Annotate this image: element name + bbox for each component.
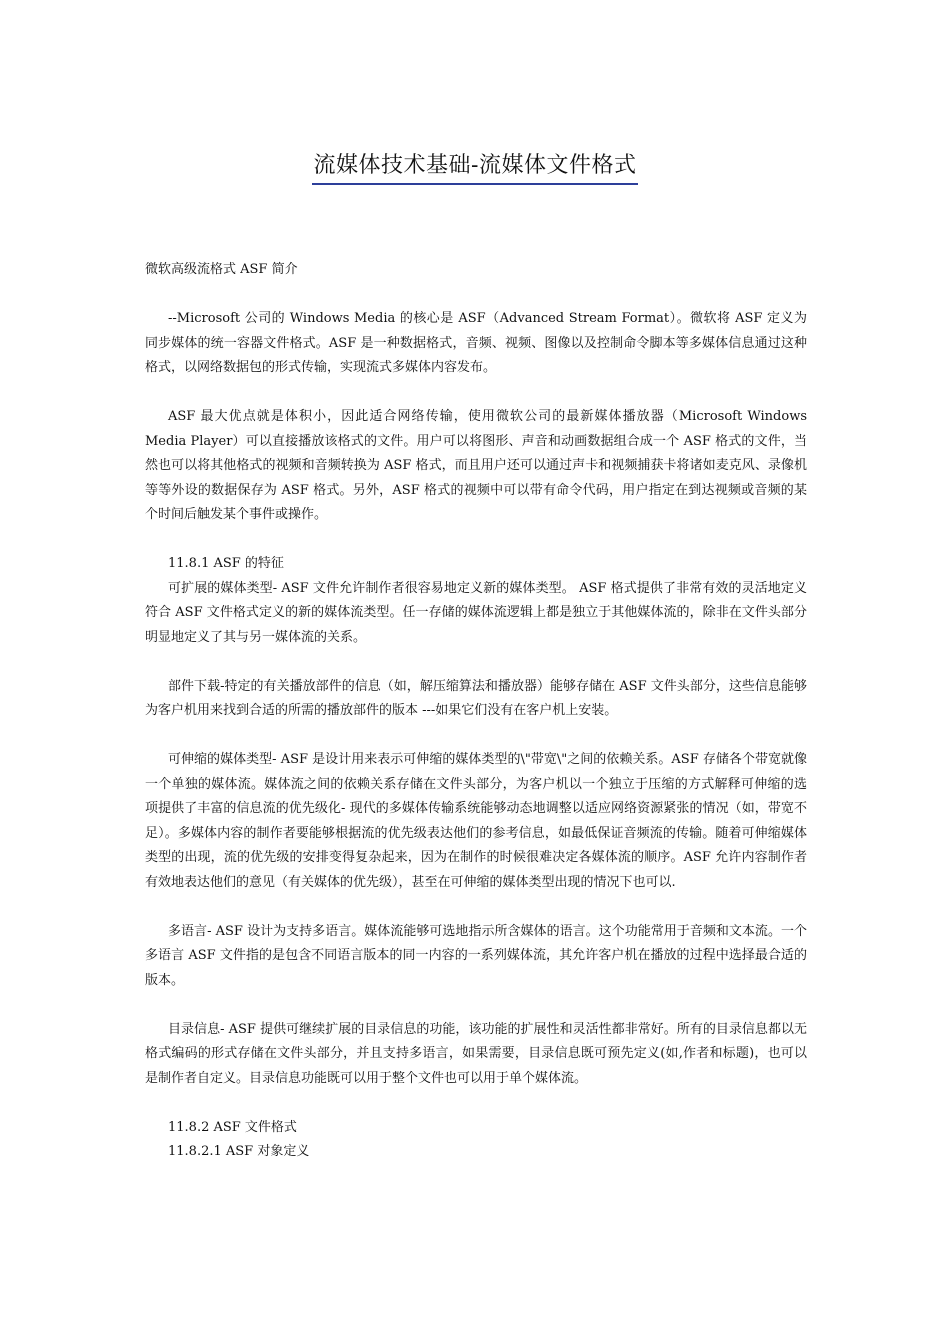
paragraph-multilang: 多语言- ASF 设计为支持多语言。媒体流能够可选地指示所含媒体的语言。这个功能常用于音频和文本流。一个多语言 ASF 文件指的是包含不同语言版本的同一内容的一系列媒体流，其允许客户机在播放的过程中选择最合适的版本。 xyxy=(145,923,807,988)
document-title: 流媒体技术基础-流媒体文件格式 xyxy=(312,150,639,185)
format-heading: 11.8.2 ASF 文件格式 xyxy=(168,1119,297,1135)
paragraph-gap xyxy=(145,1091,807,1116)
paragraph-advantage: ASF 最大优点就是体积小，因此适合网络传输，使用微软公司的最新媒体播放器（Microsoft Windows Media Player）可以直接播放该格式的文件。用户可以将图形、声音和动画数据组合成一个 ASF 格式的文件，当然也可以将其他格式的视频和音频转换为 ASF 格式，而且用户还可以通过声卡和视频捕获卡将诸如麦克风、录像机等等外设的数据保存为 ASF 格式。另外，ASF 格式的视频中可以带有命令代码，用户指定在到达视频或音频的某个时间后触发某个事件或操作。 xyxy=(145,409,807,522)
paragraph-scalable: 可伸缩的媒体类型- ASF 是设计用来表示可伸缩的媒体类型的\"带宽\"之间的依赖关系。ASF 存储各个带宽就像一个单独的媒体流。媒体流之间的依赖关系存储在文件头部分，为客户机以一个独立于压缩的方式解释可伸缩的选项提供了丰富的信息流的优先级化- 现代的多媒体传输系统能够动态地调整以适应网络资源紧张的情况（如，带宽不足）。多媒体内容的制作者要能够根据流的优先级表达他们的参考信息，如最低保证音频流的传输。随着可伸缩媒体类型的出现，流的优先级的安排变得复杂起来，因为在制作的时候很难决定各媒体流的顺序。ASF 允许内容制作者有效地表达他们的意见（有关媒体的优先级），甚至在可伸缩的媒体类型出现的情况下也可以. xyxy=(145,752,807,890)
paragraph-gap xyxy=(145,650,807,675)
paragraph-extensible: 可扩展的媒体类型- ASF 文件允许制作者很容易地定义新的媒体类型。 ASF 格式提供了非常有效的灵活地定义符合 ASF 文件格式定义的新的媒体流类型。任一存储的媒体流逻辑上都是独立于其他媒体流的，除非在文件头部分明显地定义了其与另一媒体流的关系。 xyxy=(145,580,807,645)
feature-heading: 11.8.1 ASF 的特征 xyxy=(168,556,284,571)
paragraph-gap xyxy=(145,528,807,553)
paragraph-gap xyxy=(145,724,807,749)
section-heading: 微软高级流格式 ASF 简介 xyxy=(145,262,298,277)
paragraph-gap xyxy=(145,381,807,406)
paragraph-intro: --Microsoft 公司的 Windows Media 的核心是 ASF（Advanced Stream Format）。微软将 ASF 定义为同步媒体的统一容器文件格式。ASF 是一种数据格式，音频、视频、图像以及控制命令脚本等多媒体信息通过这种格式，以网络数据包的形式传输，实现流式多媒体内容发布。 xyxy=(145,311,807,375)
document-body xyxy=(145,258,807,1165)
paragraph-gap xyxy=(145,895,807,920)
title-container xyxy=(0,150,950,185)
paragraph-gap xyxy=(145,993,807,1018)
paragraph-gap xyxy=(145,283,807,308)
paragraph-component-download: 部件下载-特定的有关播放部件的信息（如，解压缩算法和播放器）能够存储在 ASF 文件头部分，这些信息能够为客户机用来找到合适的所需的播放部件的版本 ---如果它们没有在客户机上安装。 xyxy=(145,678,807,718)
object-heading: 11.8.2.1 ASF 对象定义 xyxy=(168,1144,310,1159)
paragraph-directory: 目录信息- ASF 提供可继续扩展的目录信息的功能，该功能的扩展性和灵活性都非常好。所有的目录信息都以无格式编码的形式存储在文件头部分，并且支持多语言，如果需要，目录信息既可预先定义(如,作者和标题)，也可以是制作者自定义。目录信息功能既可以用于整个文件也可以用于单个媒体流。 xyxy=(145,1021,807,1086)
